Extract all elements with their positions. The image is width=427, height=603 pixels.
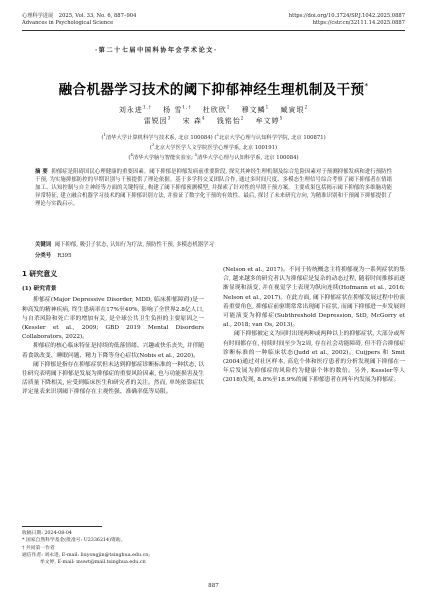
body-paragraph: 阈下抑郁是指存在抑郁症状但未达到抑郁症诊断标准的一种状态, 以往研究表明阈下抑郁是发展为抑郁症的重要风险因素, 也与功能损害及生活质量下降相关, 应受到临床医生和研究者的关注。然而, 单纯依靠症状评定量表来识别阈下抑郁存在主观性强、准确率低等局限。 [22, 361, 204, 396]
equal-contribution-note: † 共同第一作者 [22, 545, 55, 551]
body-column-left [22, 266, 204, 398]
body-column-right [223, 266, 405, 386]
received-date: 收稿日期: 2024-08-04 [22, 531, 72, 536]
corresponding-author: 通信作者: 刘永进, E-mail: liuyongjin@tsinghua.edu.cn; [22, 552, 150, 558]
doi-link[interactable]: https://doi.org/10.3724/SP.J.1042.2025.0887 [288, 13, 405, 19]
affiliation-line-1: ($^1$清华大学计算机科学与技术系, 北京 100084) ($^2$北京大学心理与认知科学学院, 北京 100871) [101, 132, 326, 141]
body-paragraph: 抑郁症(Major Depressive Disorder, MDD, 临床抑郁障碍)是一种高发的精神疾病, 终生患病率在17%至40%, 影响了全世界2.8亿人口, 与自杀风险和死亡率的增加有关, 是全球公共卫生负担的主要原因之一(Kessler et al., 2009; GBD 2019 Mental Disorders Collaborators, 2022)。 [22, 297, 204, 341]
author-line-2 [0, 114, 427, 126]
author: 杨 雪$^{1,\dagger}$ [163, 105, 192, 115]
paper-title: 融合机器学习技术的阈下抑郁神经生理机制及干预* [58, 82, 369, 98]
author: 穆文鳞$^1$ [241, 105, 270, 115]
title-footnote-mark: * [364, 82, 369, 91]
abstract [35, 168, 392, 208]
subsection-heading: (1) 研究背景 [22, 286, 57, 293]
clc-value: R395 [57, 253, 72, 259]
affiliation-line-2: ($^3$北京大学医学人文学院医学心理学系, 北京 100191) [149, 142, 278, 151]
funding-note: * 国家自然科学基金(批准号: U2336214)资助。 [22, 538, 126, 544]
body-paragraph: 抑郁症的核心临床特征是持续的低落情绪、兴趣或快乐丧失, 并伴随着食欲改变、睡眠问题、精力下降等身心症状(Nobis et al., 2020)。 [22, 343, 204, 359]
classification-number [35, 251, 72, 259]
author: 宋 森$^4$ [182, 116, 206, 126]
header-divider [22, 30, 405, 31]
journal-header-left [22, 13, 136, 27]
section-heading: 1 研究意义 [22, 270, 58, 278]
cstr-link[interactable]: https://cstr.cn/32111.14.2025.0887 [312, 20, 405, 26]
footnote-divider [22, 526, 102, 527]
author: 钱铭怡$^2$ [216, 116, 245, 126]
body-paragraph: 阈下抑郁被定义为同时出现两种或两种以上的抑郁症状, 大部分或所有时间都存在, 持续时间至少为2周, 存在社会功能障碍, 但不符合抑郁症诊断标准的一种临床状态(Judd et al., 2002)。Cuijpers 和 Smit (2004)通过对社区样本, 高危个体和医疗患者的分析发现阈下抑郁在一年后发展为抑郁症的风险约为健康个体的数倍。另外, Kessler等人(2018)发现, 8.8%至18.9%的阈下抑郁患者在两年内发展为抑郁症。 [223, 331, 405, 384]
footnote [22, 530, 212, 566]
abstract-label: 摘 要 [35, 169, 48, 175]
clc-label: 分类号 [35, 253, 52, 259]
journal-header-right [289, 13, 405, 27]
journal-cn-issue: 心理科学进展 2025, Vol. 33, No. 6, 887–904 [22, 13, 137, 19]
abstract-text: 抑郁症是阻碍国民心理健康的重要因素。阈下抑郁是抑郁发病前重要阶段, 探究其神经生理机制及综合危险因素对于预测抑郁发病和进行预防性干预, 为实施抑郁防控的早期识别与干预提供了理论依据。基于多学科交叉团队合作, 通过多时间尺度、多模态生理信号综合考察了阈下抑郁者在情绪加工、认知控制与自主神经等方面的关键特征, 构建了阈下抑郁预测模型, 并探索了针对性的早期干预方案。主要成果包括揭示阈下抑郁的多维脑功能异常特征, 建立融合机器学习技术的阈下抑郁识别方法, 并验证了数字化干预的有效性。最后, 探讨了未来研究方向, 为精准识别和干预阈下抑郁提供了理论与实践启示。 [35, 169, 392, 208]
keywords [35, 241, 392, 249]
author: 牟文婷$^5$ [255, 116, 284, 126]
conference-banner: ·第二十七届中国科协年会学术论文· [95, 47, 218, 54]
keywords-text: 阈下抑郁, 吸引子状态, 认知行为疗法, 预防性干预, 多模态机器学习 [54, 242, 214, 248]
author: 臧寅垠$^2$ [280, 105, 309, 115]
author: 雷锐因$^3$ [143, 116, 172, 126]
keywords-label: 关键词 [35, 242, 52, 248]
author: 杜欣欣$^1$ [202, 105, 231, 115]
affiliation-line-3: ($^4$清华大学脑与智能实验室; $^5$清华大学心理与认知科学系, 北京 100084) [128, 152, 299, 161]
corresponding-email-2[interactable]: 牟文婷, E-mail: muwt@mail.tsinghua.edu.cn [40, 560, 146, 566]
author: 刘永进$^{1,\dagger}$ [118, 105, 152, 115]
body-paragraph: (Nelson et al., 2017)。不同于传统概念主将抑郁视为一系列症状的集合, 越来越多的研究者认为抑郁症是复杂的动态过程, 随着时间推移而逐渐显现和演变, 并在视觉学上表现为纵向连续(Hofmann et al., 2016; Nelson et al., 2017)。在此方面, 阈下抑郁症状在抑郁发展过程中扮演着重要角色, 抑郁症前驱期常常出现阈下症状, 而阈下抑郁进一步发展则可能演变为抑郁症(Subthreshold Depression, StD, McGorry et al., 2018; van Os, 2013)。 [223, 267, 405, 329]
journal-en-name: Advances in Psychological Science [22, 20, 114, 26]
corresponding-email-1[interactable]: 刘永进, E-mail: liuyongjin@tsinghua.edu.cn; [44, 552, 150, 558]
page-number: 887 [208, 583, 219, 589]
